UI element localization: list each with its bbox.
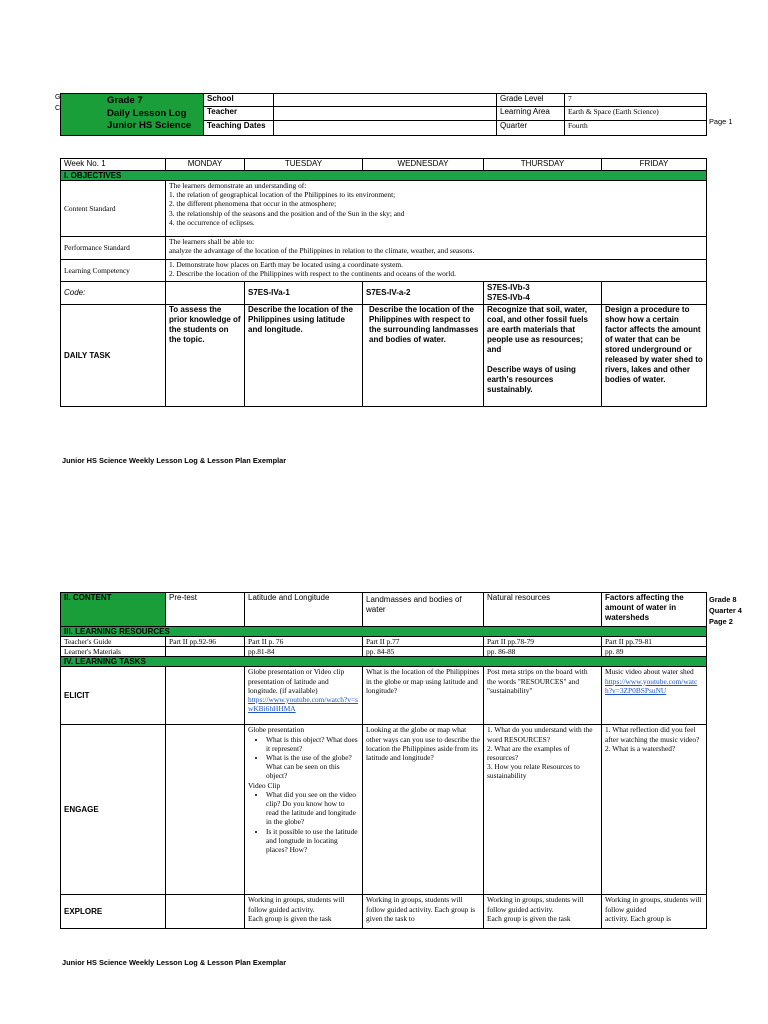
learning-competency-label: Learning Competency (61, 260, 166, 282)
content-thursday: Natural resources (484, 593, 602, 627)
page-1-footer: Junior HS Science Weekly Lesson Log & Lesson Plan Exemplar (62, 456, 287, 465)
week-label: Week No. 1 (61, 159, 166, 171)
content-standard-line: 1. the relation of geographical location of the Philippines to its environment; (169, 190, 396, 200)
elicit-label: ELICIT (61, 667, 166, 725)
content-standard-line: The learners demonstrate an understanding of: (169, 181, 307, 190)
elicit-thursday: Post meta strips on the board with the words "RESOURCES" and "sustainability" (484, 667, 602, 725)
day-tuesday: TUESDAY (245, 159, 363, 171)
grade-label: Grade 7 (107, 95, 143, 106)
resources-header: III. LEARNING RESOURCES (61, 627, 707, 637)
learning-competency-text (166, 260, 707, 282)
elicit-monday (166, 667, 245, 725)
tg-thursday: Part II pp.78-79 (484, 637, 602, 647)
content-standard-line: 2. the different phenomena that occur in the atmosphere; (169, 199, 337, 209)
engage-thursday-line: 1. What do you understand with the word RESOURCES? (487, 725, 593, 744)
side-grade: Grade 8 (709, 595, 737, 604)
tg-tuesday: Part II p. 76 (245, 637, 363, 647)
learning-area-value: Earth & Space (Earth Science) (565, 107, 707, 121)
elicit-tuesday (245, 667, 363, 725)
page-2-footer: Junior HS Science Weekly Lesson Log & Lesson Plan Exemplar (62, 958, 287, 967)
tg-wednesday: Part II p.77 (363, 637, 484, 647)
engage-question: • What did you see on the video clip? Do you know how to read the latitude and longitude in the globe? (266, 790, 359, 827)
code-thursday: S7ES-IVb-3 S7ES-IVb-4 (484, 282, 602, 305)
elicit-tuesday-text: Globe presentation or Video clip presentation of latitude and longitude. (if available) (248, 667, 345, 695)
side-quarter: Quarter 4 (709, 606, 742, 615)
dates-value (274, 121, 497, 136)
school-value (274, 94, 497, 107)
engage-video-questions (248, 790, 359, 854)
engage-globe-questions (248, 735, 359, 781)
explore-thursday: Working in groups, students will follow guided activity. Each group is given the task (484, 895, 602, 929)
teacher-label: Teacher (204, 107, 274, 121)
page-2-side-labels (709, 594, 742, 627)
subject-label: Junior HS Science (107, 120, 192, 131)
lm-label: Learner's Materials (61, 647, 166, 657)
lm-wednesday: pp. 84-85 (363, 647, 484, 657)
margin-mark-g: G (55, 94, 61, 101)
tasks-header: IV. LEARNING TASKS (61, 657, 707, 667)
elicit-friday (602, 667, 707, 725)
daily-task-label: DAILY TASK (61, 305, 166, 407)
engage-question: • What is this object? What does it represent? (266, 735, 359, 753)
engage-friday-line: 1. What reflection did you feel after watching the music video? (605, 725, 700, 744)
dates-label: Teaching Dates (204, 121, 274, 136)
engage-video-heading: Video Clip (248, 780, 281, 790)
explore-friday: Working in groups, students will follow guided activity. Each group is (602, 895, 707, 929)
daily-task-thursday: Recognize that soil, water, coal, and other fossil fuels are earth materials that people use as resources; and Describe ways of using earth's resources sustainably. (484, 305, 602, 407)
performance-standard-text (166, 237, 707, 260)
engage-question: • Is it possible to use the latitude and longtude in locating places? How? (266, 827, 359, 855)
school-label: School (204, 94, 274, 107)
daily-task-friday: Design a procedure to show how a certain factor affects the amount of water that can be stored underground or released by water shed to rivers, lakes and other bodies of water. (602, 305, 707, 407)
tg-label: Teacher's Guide (61, 637, 166, 647)
learning-area-label: Learning Area (497, 107, 565, 121)
day-friday: FRIDAY (602, 159, 707, 171)
content-header: II. CONTENT (61, 593, 166, 627)
engage-globe-heading: Globe presentation (248, 725, 305, 735)
learning-competency-line: 1. Demonstrate how places on Earth may be located using a coordinate system. (169, 260, 403, 269)
day-wednesday: WEDNESDAY (363, 159, 484, 171)
content-friday: Factors affecting the amount of water in watersheds (602, 593, 707, 627)
content-wednesday: Landmasses and bodies of water (363, 593, 484, 627)
tg-monday: Part II pp.92-96 (166, 637, 245, 647)
elicit-friday-text: Music video about water shed (605, 667, 694, 677)
explore-monday (166, 895, 245, 929)
margin-mark-c: C (55, 105, 61, 112)
content-monday: Pre-test (166, 593, 245, 627)
explore-tuesday: Working in groups, students will follow guided activity. Each group is given the task (245, 895, 363, 929)
quarter-label: Quarter (497, 121, 565, 136)
engage-question: • What is the use of the globe? What can be seen on this object? (266, 753, 359, 781)
content-standard-line: 3. the relationship of the seasons and the position and of the Sun in the sky; and (169, 208, 405, 218)
quarter-value: Fourth (565, 121, 707, 136)
content-tuesday: Latitude and Longitude (245, 593, 363, 627)
elicit-friday-link[interactable]: https://www.youtube.com/watch?v=3ZP0BSPsuNU (605, 676, 698, 695)
log-title: Daily Lesson Log (107, 107, 187, 119)
daily-task-tuesday: Describe the location of the Philippines using latitude and longitude. (245, 305, 363, 407)
code-label: Code: (61, 282, 166, 305)
code-monday (166, 282, 245, 305)
engage-thursday (484, 725, 602, 895)
grade-block (61, 94, 204, 136)
content-standard-label: Content Standard (61, 181, 166, 237)
performance-standard-label: Performance Standard (61, 237, 166, 260)
lesson-plan-table (60, 592, 707, 929)
elicit-tuesday-link[interactable]: https://www.youtube.com/watch?v=swKBi6hHHMA (248, 695, 359, 714)
weekly-objectives-table (60, 158, 707, 407)
code-friday (602, 282, 707, 305)
daily-task-monday: To assess the prior knowledge of the students on the topic. (166, 305, 245, 407)
page-1-label: Page 1 (709, 117, 733, 126)
day-monday: MONDAY (166, 159, 245, 171)
lm-monday (166, 647, 245, 657)
daily-task-wednesday: Describe the location of the Philippines with respect to the surrounding landmasses and bodies of water. (363, 305, 484, 407)
engage-friday (602, 725, 707, 895)
engage-tuesday (245, 725, 363, 895)
engage-wednesday: Looking at the globe or map what other ways can you use to describe the location the Philippines aside from its latitude and longitude? (363, 725, 484, 895)
engage-label: ENGAGE (61, 725, 166, 895)
content-standard-line: 4. the occurrence of eclipses. (169, 217, 255, 227)
engage-friday-line: 2. What is a watershed? (605, 743, 676, 753)
lm-thursday: pp. 86-88 (484, 647, 602, 657)
explore-label: EXPLORE (61, 895, 166, 929)
engage-monday (166, 725, 245, 895)
code-wednesday: S7ES-IV-a-2 (363, 282, 484, 305)
day-thursday: THURSDAY (484, 159, 602, 171)
elicit-wednesday: What is the location of the Philippines in the globe or map using latitude and longitude? (363, 667, 484, 725)
code-tuesday: S7ES-IVa-1 (245, 282, 363, 305)
grade-level-value: 7 (565, 94, 707, 107)
objectives-header: I. OBJECTIVES (61, 171, 707, 181)
grade-level-label: Grade Level (497, 94, 565, 107)
teacher-value (274, 107, 497, 121)
engage-thursday-line: 2. What are the examples of resources? (487, 743, 570, 763)
header-table (60, 93, 707, 136)
explore-wednesday: Working in groups, students will follow guided activity. Each group is given the task to (363, 895, 484, 929)
learning-competency-line: 2. Describe the location of the Philippines with respect to the continents and oceans of the world. (169, 269, 456, 279)
performance-standard-line: The learners shall be able to: (169, 237, 255, 246)
content-standard-text (166, 181, 707, 237)
lm-tuesday: pp.81-84 (245, 647, 363, 657)
side-page: Page 2 (709, 617, 733, 626)
tg-friday: Part II pp.79-81 (602, 637, 707, 647)
performance-standard-line: analyze the advantage of the location of the Philippines in relation to the climate, weather, and seasons. (169, 246, 475, 256)
lm-friday: pp. 89 (602, 647, 707, 657)
engage-thursday-line: 3. How you relate Resources to sustainability (487, 762, 580, 781)
